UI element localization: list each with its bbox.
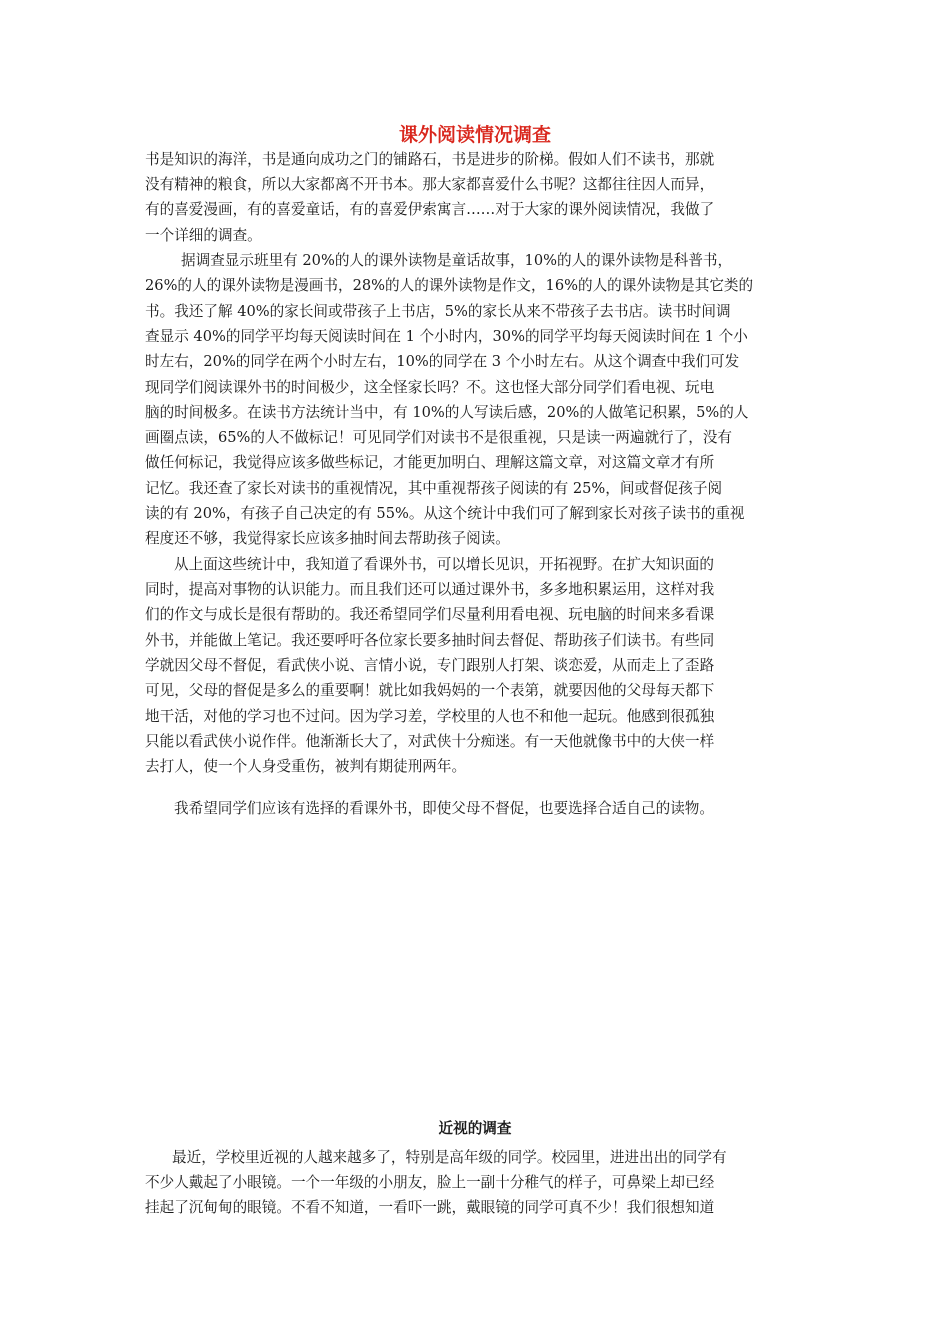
body-line: 脑的时间极多。在读书方法统计当中，有 10%的人写读后感，20%的人做笔记积累，5%的人 (145, 404, 749, 421)
body-line: 查显示 40%的同学平均每天阅读时间在 1 个小时内，30%的同学平均每天阅读时间在 1 个小 (145, 328, 748, 345)
article-title: 课外阅读情况调查 (398, 124, 551, 146)
body-line: 一个详细的调查。 (145, 227, 262, 244)
body-line: 有的喜爱漫画，有的喜爱童话，有的喜爱伊索寓言……对于大家的课外阅读情况，我做了 (145, 201, 715, 218)
body-line: 现同学们阅读课外书的时间极少，这全怪家长吗？不。这也怪大部分同学们看电视、玩电 (145, 379, 715, 396)
body-line: 读的有 20%，有孩子自己决定的有 55%。从这个统计中我们可了解到家长对孩子读书的重视 (145, 505, 745, 522)
body-line: 据调查显示班里有 20%的人的课外读物是童话故事，10%的人的课外读物是科普书， (181, 252, 733, 269)
body-line: 挂起了沉甸甸的眼镜。不看不知道，一看吓一跳，戴眼镜的同学可真不少！我们很想知道 (145, 1199, 715, 1216)
body-line: 去打人，使一个人身受重伤，被判有期徒刑两年。 (145, 758, 467, 775)
body-line: 没有精神的粮食，所以大家都离不开书本。那大家都喜爱什么书呢？这都往往因人而异， (145, 176, 715, 193)
body-line: 画圈点读，65%的人不做标记！可见同学们对读书不是很重视，只是读一两遍就行了，没有 (145, 429, 733, 446)
body-line: 地干活，对他的学习也不过问。因为学习差，学校里的人也不和他一起玩。他感到很孤独 (145, 708, 715, 725)
body-line: 可见，父母的督促是多么的重要啊！就比如我妈妈的一个表第，就要因他的父母每天都下 (145, 682, 715, 699)
body-line: 书。我还了解 40%的家长间或带孩子上书店，5%的家长从来不带孩子去书店。读书时间调 (145, 303, 731, 320)
body-line: 从上面这些统计中，我知道了看课外书，可以增长见识，开拓视野。在扩大知识面的 (174, 556, 714, 573)
body-line: 同时，提高对事物的认识能力。而且我们还可以通过课外书，多多地积累运用，这样对我 (145, 581, 715, 598)
body-line: 最近，学校里近视的人越来越多了，特别是高年级的同学。校园里，进进出出的同学有 (172, 1149, 727, 1166)
body-line: 只能以看武侠小说作伴。他渐渐长大了，对武侠十分痴迷。有一天他就像书中的大侠一样 (145, 733, 715, 750)
body-line: 学就因父母不督促，看武侠小说、言情小说，专门跟别人打架、谈恋爱，从而走上了歪路 (145, 657, 715, 674)
body-line: 26%的人的课外读物是漫画书，28%的人的课外读物是作文，16%的人的课外读物是其它类的 (145, 277, 754, 294)
section-title: 近视的调查 (438, 1120, 512, 1137)
body-line: 程度还不够，我觉得家长应该多抽时间去帮助孩子阅读。 (145, 530, 510, 547)
body-line: 书是知识的海洋，书是通向成功之门的铺路石，书是进步的阶梯。假如人们不读书，那就 (145, 151, 715, 168)
body-line: 记忆。我还查了家长对读书的重视情况，其中重视帮孩子阅读的有 25%，间或督促孩子阅 (145, 480, 723, 497)
body-line: 做任何标记，我觉得应该多做些标记，才能更加明白、理解这篇文章，对这篇文章才有所 (145, 454, 715, 471)
body-line: 我希望同学们应该有选择的看课外书，即使父母不督促，也要选择合适自己的读物。 (174, 800, 714, 817)
body-line: 不少人戴起了小眼镜。一个一年级的小朋友，脸上一副十分稚气的样子，可鼻梁上却已经 (145, 1174, 715, 1191)
body-line: 外书，并能做上笔记。我还要呼吁各位家长要多抽时间去督促、帮助孩子们读书。有些同 (145, 632, 715, 649)
body-line: 们的作文与成长是很有帮助的。我还希望同学们尽量利用看电视、玩电脑的时间来多看课 (145, 606, 715, 623)
body-line: 时左右，20%的同学在两个小时左右，10%的同学在 3 个小时左右。从这个调查中我们可发 (145, 353, 740, 370)
